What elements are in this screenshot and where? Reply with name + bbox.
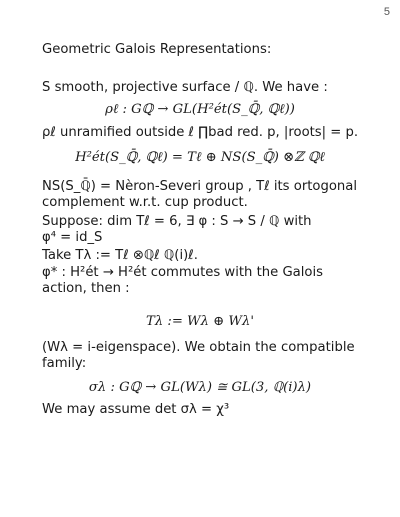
line-unramified: ρℓ unramified outside ℓ ∏bad red. p, |roots| = p.	[42, 125, 359, 140]
equation-t-lambda: Tλ := Wλ ⊕ Wλ'	[146, 314, 254, 329]
line-eigenspace: (Wλ = i-eigenspace). We obtain the compatible family:	[42, 340, 355, 371]
equation-decomposition: H²ét(S_ℚ̄, ℚℓ) = Tℓ ⊕ NS(S_ℚ̄) ⊗ℤ ℚℓ	[75, 150, 325, 165]
line-phi-power: φ⁴ = id_S	[42, 230, 103, 245]
page-number: 5	[383, 6, 390, 18]
line-take: Take Tλ := Tℓ ⊗ℚℓ ℚ(i)ℓ.	[42, 248, 198, 263]
equation-sigma: σλ : Gℚ → GL(Wλ) ≅ GL(3, ℚ(i)λ)	[88, 380, 312, 395]
line-det: We may assume det σλ = χ³	[42, 402, 230, 417]
line-suppose: Suppose: dim Tℓ = 6, ∃ φ : S → S / ℚ with	[42, 214, 312, 229]
line-neron-severi: NS(S_ℚ̄) = Nèron-Severi group , Tℓ its ortogonal complement w.r.t. cup product.	[42, 179, 358, 210]
line-phi-star: φ* : H²ét → H²ét commutes with the Galois action, then :	[42, 265, 324, 296]
equation-rho: ρℓ : Gℚ → GL(H²ét(S_ℚ̄, ℚℓ))	[105, 102, 295, 117]
page-title: Geometric Galois Representations:	[42, 42, 272, 57]
line-1: S smooth, projective surface / ℚ. We have :	[42, 80, 328, 95]
